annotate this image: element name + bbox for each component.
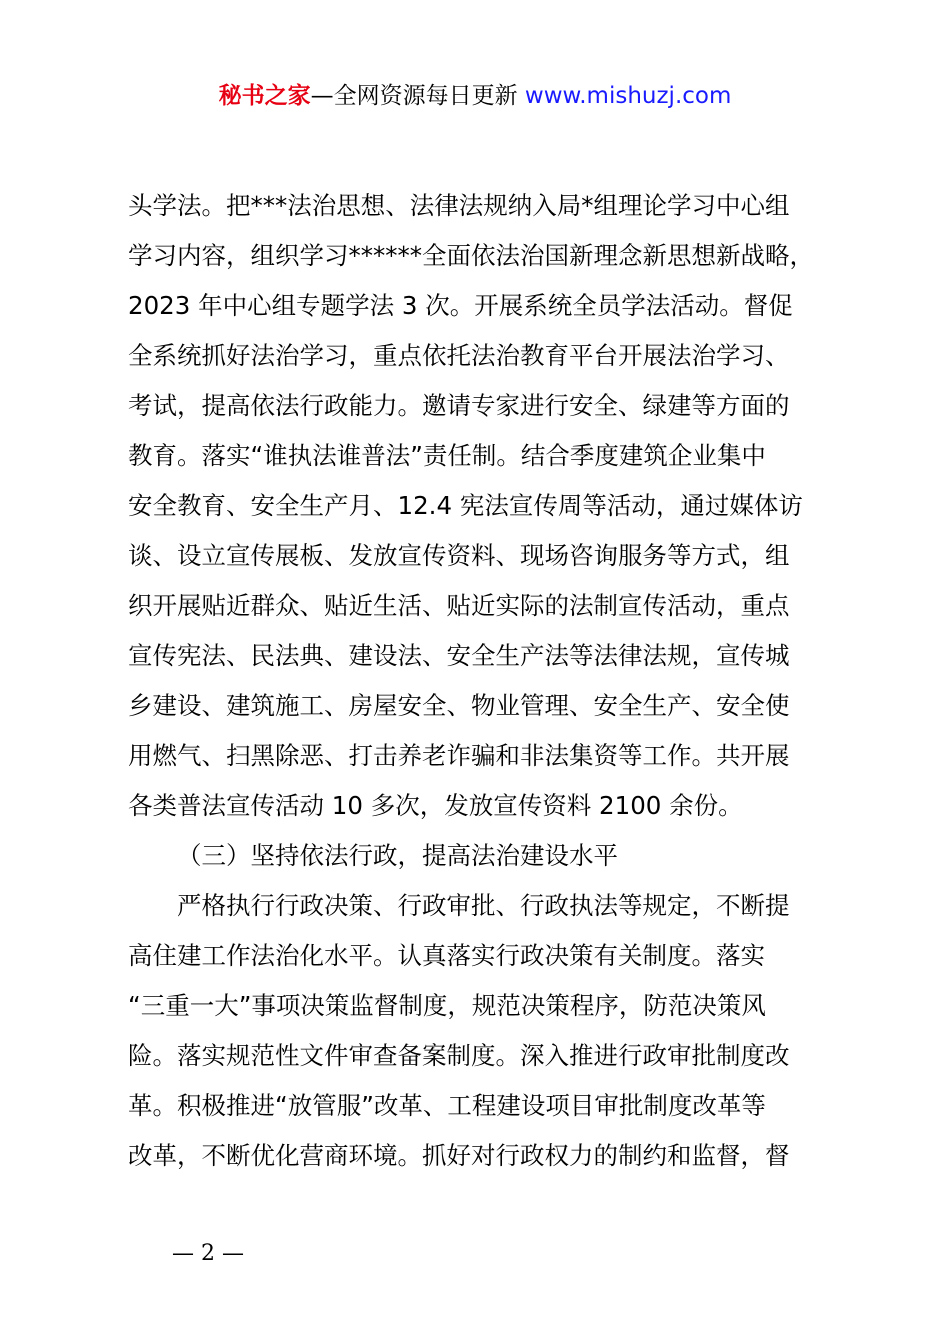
text-line: 乡建设、建筑施工、房屋安全、物业管理、安全生产、安全使 — [128, 691, 790, 720]
brand-name: 秘书之家 — [218, 83, 311, 109]
text-line: 改革，不断优化营商环境。抓好对行政权力的制约和监督，督 — [128, 1141, 790, 1170]
text-line: 安全教育、安全生产月、12.4 宪法宣传周等活动，通过媒体访 — [128, 491, 803, 520]
text-line: “三重一大”事项决策监督制度，规范决策程序，防范决策风 — [128, 991, 766, 1020]
text-line: 革。积极推进“放管服”改革、工程建设项目审批制度改革等 — [128, 1091, 766, 1120]
text-line: 谈、设立宣传展板、发放宣传资料、现场咨询服务等方式，组 — [128, 541, 790, 570]
text-line: 2023 年中心组专题学法 3 次。开展系统全员学法活动。督促 — [128, 291, 793, 320]
text-line: 学习内容，组织学习******全面依法治国新理念新思想新战略， — [128, 241, 814, 270]
text-line: 考试，提高依法行政能力。邀请专家进行安全、绿建等方面的 — [128, 391, 790, 420]
section-heading: （三）坚持依法行政，提高法治建设水平 — [177, 841, 618, 870]
text-line: 用燃气、扫黑除恶、打击养老诈骗和非法集资等工作。共开展 — [128, 741, 790, 770]
text-line: 教育。落实“谁执法谁普法”责任制。结合季度建筑企业集中 — [128, 441, 766, 470]
text-line: 织开展贴近群众、贴近生活、贴近实际的法制宣传活动，重点 — [128, 591, 790, 620]
text-line: 高住建工作法治化水平。认真落实行政决策有关制度。落实 — [128, 941, 765, 970]
page-number: — 2 — — [172, 1241, 244, 1266]
watermark-header — [0, 78, 950, 114]
text-line: 险。落实规范性文件审查备案制度。深入推进行政审批制度改 — [128, 1041, 790, 1070]
text-line: 全系统抓好法治学习，重点依托法治教育平台开展法治学习、 — [128, 341, 790, 370]
text-line: 宣传宪法、民法典、建设法、安全生产法等法律法规，宣传城 — [128, 641, 790, 670]
document-body — [128, 181, 838, 1181]
header-url: www.mishuzj.com — [524, 83, 732, 109]
text-line: 头学法。把***法治思想、法律法规纳入局*组理论学习中心组 — [128, 191, 790, 220]
header-slogan: —全网资源每日更新 — [310, 83, 518, 109]
text-line: 各类普法宣传活动 10 多次，发放宣传资料 2100 余份。 — [128, 791, 743, 820]
text-line: 严格执行行政决策、行政审批、行政执法等规定，不断提 — [177, 891, 790, 920]
